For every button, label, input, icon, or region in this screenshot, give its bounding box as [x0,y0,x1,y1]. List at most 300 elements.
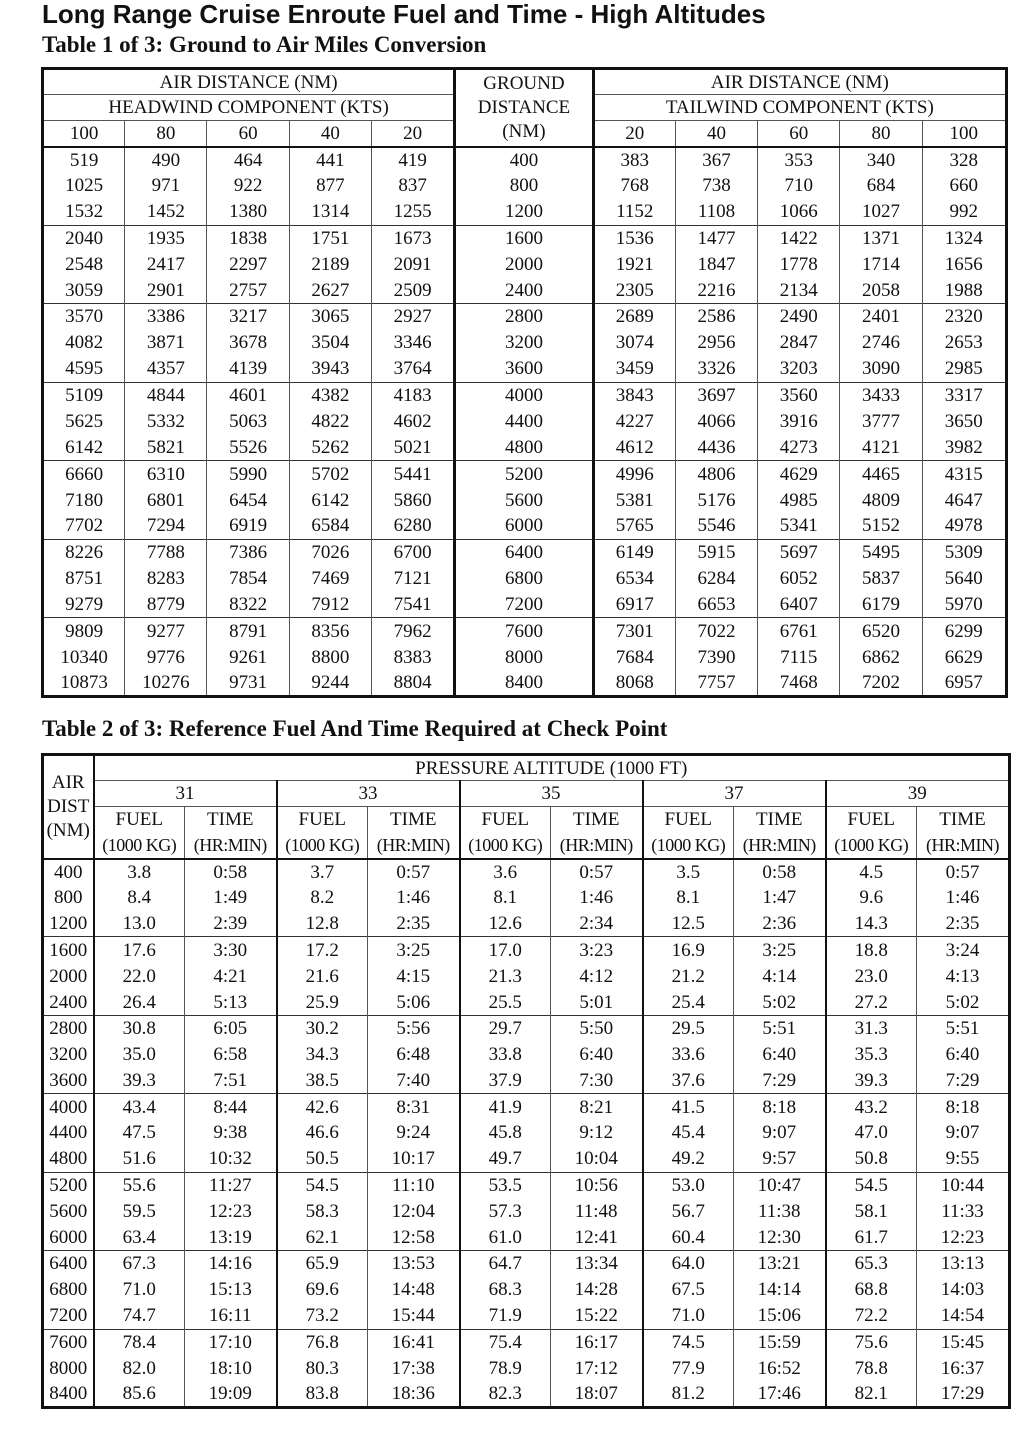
time-cell: 1:46 [579,887,614,909]
time-cell: 0:58 [213,861,248,883]
time-cell: 11:38 [757,1200,801,1222]
reference-fuel-time-table [41,753,1011,1409]
table-row [43,408,1007,434]
tailwind-air-distance-cell: 2401 [840,304,922,330]
ground-distance-cell: 4800 [455,435,593,461]
headwind-air-distance-cell: 5625 [43,408,125,434]
air-distance-cell: 4400 [43,1120,94,1146]
tailwind-air-distance-cell: 5765 [593,513,675,539]
time-cell: 0:57 [945,861,980,883]
fuel-cell: 49.7 [460,1146,551,1172]
fuel-cell: 69.6 [277,1277,368,1303]
time-cell: 5:01 [579,991,614,1013]
time-cell: 6:58 [213,1044,248,1066]
headwind-air-distance-cell: 8804 [371,670,454,696]
table2-title: Table 2 of 3: Reference Fuel And Time Required at Check Point [42,716,668,741]
tailwind-air-distance-cell: 1778 [758,251,840,277]
fuel-cell: 46.6 [277,1120,368,1146]
time-column-header: TIME [390,809,437,831]
tailwind-air-distance-cell: 7684 [593,644,675,670]
headwind-air-distance-cell: 7702 [43,513,125,539]
air-distance-cell: 1200 [43,911,94,937]
tailwind-air-distance-cell: 2847 [758,330,840,356]
tailwind-air-distance-cell: 6862 [840,644,922,670]
fuel-column-header: FUEL [277,807,368,833]
headwind-air-distance-cell: 5262 [289,435,371,461]
time-cell: 9:07 [945,1122,980,1144]
tailwind-air-distance-cell: 5341 [758,513,840,539]
fuel-cell: 35.3 [826,1041,917,1067]
time-cell: 8:18 [917,1094,1010,1120]
time-cell: 15:06 [757,1305,801,1327]
fuel-cell: 77.9 [643,1355,734,1381]
fuel-cell: 75.6 [826,1329,917,1355]
headwind-air-distance-cell: 441 [289,147,371,173]
tailwind-air-distance-cell: 1714 [840,251,922,277]
headwind-air-distance-cell: 7386 [207,539,289,565]
headwind-air-distance-cell: 5821 [125,435,207,461]
ground-distance-cell: 8000 [455,644,593,670]
ground-distance-cell: 5600 [455,487,593,513]
fuel-cell: 62.1 [277,1224,368,1250]
tailwind-air-distance-cell: 2058 [840,277,922,303]
table-row [43,937,1010,963]
tailwind-air-distance-cell: 768 [593,173,675,199]
time-cell: 8:44 [185,1094,277,1120]
tailwind-air-distance-cell: 1847 [675,251,757,277]
tailwind-speed-header: 100 [922,121,1006,147]
ground-distance-cell: 4000 [455,382,593,408]
time-cell: 4:15 [396,965,431,987]
tailwind-air-distance-cell: 7390 [675,644,757,670]
air-distance-cell: 7200 [43,1303,94,1329]
tailwind-air-distance-cell: 7757 [675,670,757,696]
fuel-cell: 42.6 [277,1094,368,1120]
fuel-unit-header: (1000 KG) [460,833,551,859]
air-distance-cell: 3600 [43,1068,94,1094]
ground-distance-cell: 3200 [455,330,593,356]
table-row [43,225,1007,251]
tailwind-air-distance-cell: 353 [758,147,840,173]
tailwind-air-distance-cell: 3843 [593,382,675,408]
headwind-air-distance-cell: 4382 [289,382,371,408]
headwind-air-distance-cell: 3871 [125,330,207,356]
tailwind-air-distance-cell: 5495 [840,539,922,565]
headwind-air-distance-cell: 4139 [207,356,289,382]
headwind-air-distance-cell: 1751 [289,225,371,251]
tailwind-air-distance-cell: 4066 [675,408,757,434]
headwind-air-distance-cell: 3504 [289,330,371,356]
ground-distance-cell: 2400 [455,277,593,303]
time-cell: 1:49 [213,887,248,909]
ground-distance-cell: 1200 [455,199,593,225]
headwind-speed-header: 60 [207,121,289,147]
headwind-speed-header: 20 [371,121,454,147]
fuel-cell: 39.3 [826,1068,917,1094]
tailwind-air-distance-cell: 1371 [840,225,922,251]
time-column-header: TIME [939,809,986,831]
tailwind-air-distance-cell: 5176 [675,487,757,513]
fuel-column-header: FUEL [460,807,551,833]
time-cell: 12:30 [757,1226,801,1248]
headwind-air-distance-cell: 922 [207,173,289,199]
time-cell: 12:58 [391,1226,435,1248]
time-cell: 7:30 [579,1069,614,1091]
tailwind-air-distance-cell: 2320 [922,304,1006,330]
fuel-cell: 38.5 [277,1068,368,1094]
headwind-air-distance-cell: 6454 [207,487,289,513]
time-cell: 5:02 [762,991,797,1013]
fuel-cell: 17.2 [277,937,368,963]
time-cell: 0:57 [396,861,431,883]
time-cell: 12:23 [208,1200,252,1222]
air-distance-cell: 2000 [43,963,94,989]
fuel-cell: 72.2 [826,1303,917,1329]
time-cell: 19:09 [208,1383,252,1405]
headwind-air-distance-cell: 8356 [289,618,371,644]
table-row [43,1120,1010,1146]
fuel-cell: 41.9 [460,1094,551,1120]
fuel-cell: 25.5 [460,989,551,1015]
time-cell: 11:48 [574,1200,618,1222]
time-cell: 6:40 [945,1044,980,1066]
fuel-cell: 65.3 [826,1251,917,1277]
headwind-air-distance-cell: 6919 [207,513,289,539]
air-distance-cell: 4000 [43,1094,94,1120]
time-cell: 12:41 [574,1226,618,1248]
time-cell: 9:12 [579,1122,614,1144]
table-row [43,566,1007,592]
fuel-cell: 3.8 [94,859,185,885]
tailwind-air-distance-cell: 2985 [944,358,983,380]
headwind-air-distance-cell: 9277 [125,618,207,644]
ground-distance-cell: 4400 [455,408,593,434]
headwind-air-distance-cell: 3570 [43,304,125,330]
headwind-air-distance-cell: 6801 [125,487,207,513]
table-row [43,277,1007,303]
time-cell: 5:51 [734,1015,826,1041]
tailwind-air-distance-header: AIR DISTANCE (NM) [593,69,1006,95]
time-cell: 14:28 [574,1279,618,1301]
fuel-cell: 25.9 [277,989,368,1015]
time-cell: 0:58 [762,861,797,883]
air-distance-cell: 3200 [43,1041,94,1067]
time-cell: 4:21 [213,965,248,987]
tailwind-air-distance-cell: 328 [949,149,979,171]
fuel-cell: 85.6 [94,1381,185,1407]
table-row [43,1015,1010,1041]
fuel-cell: 81.2 [643,1381,734,1407]
time-cell: 18:10 [208,1357,252,1379]
tailwind-air-distance-cell: 6761 [758,618,840,644]
headwind-air-distance-cell: 519 [43,147,125,173]
time-cell: 7:40 [396,1069,431,1091]
fuel-cell: 31.3 [826,1015,917,1041]
fuel-cell: 82.3 [460,1381,551,1407]
time-cell: 15:59 [734,1329,826,1355]
altitude-header: 31 [94,781,277,807]
table2-body [43,859,1010,1408]
headwind-air-distance-cell: 1935 [125,225,207,251]
time-cell: 6:05 [185,1015,277,1041]
fuel-cell: 58.3 [277,1198,368,1224]
headwind-air-distance-cell: 6142 [289,487,371,513]
fuel-cell: 45.4 [643,1120,734,1146]
headwind-air-distance-cell: 7788 [125,539,207,565]
fuel-cell: 9.6 [826,885,917,911]
fuel-cell: 45.8 [460,1120,551,1146]
time-cell: 5:06 [396,991,431,1013]
altitude-header: 37 [643,781,826,807]
tailwind-air-distance-cell: 2134 [758,277,840,303]
headwind-air-distance-cell: 3217 [207,304,289,330]
tailwind-air-distance-cell: 2305 [593,277,675,303]
headwind-air-distance-cell: 7294 [125,513,207,539]
tailwind-air-distance-cell: 1536 [593,225,675,251]
air-dist-line1: AIR [51,771,85,793]
time-cell: 17:29 [940,1383,985,1405]
tailwind-air-distance-cell: 2653 [944,332,983,354]
table-row [43,1172,1010,1198]
table-row [43,304,1007,330]
table-row [43,911,1010,937]
tailwind-air-distance-cell: 1324 [922,225,1006,251]
headwind-air-distance-cell: 1838 [207,225,289,251]
headwind-air-distance-cell: 1255 [371,199,454,225]
headwind-air-distance-cell: 4602 [371,408,454,434]
headwind-air-distance-cell: 7541 [371,592,454,618]
table-row [43,1068,1010,1094]
fuel-column-header: FUEL [826,807,917,833]
table-row [43,1224,1010,1250]
headwind-air-distance-cell: 10276 [125,670,207,696]
time-cell: 4:13 [945,965,980,987]
fuel-cell: 37.6 [643,1068,734,1094]
fuel-cell: 17.6 [94,937,185,963]
tailwind-air-distance-cell: 6629 [944,646,983,668]
headwind-air-distance-cell: 2757 [207,277,289,303]
headwind-air-distance-cell: 7026 [289,539,371,565]
headwind-air-distance-header: AIR DISTANCE (NM) [43,69,455,95]
time-cell: 4:14 [762,965,797,987]
fuel-cell: 57.3 [460,1198,551,1224]
air-distance-cell: 2800 [43,1015,94,1041]
fuel-cell: 49.2 [643,1146,734,1172]
headwind-air-distance-cell: 4595 [43,356,125,382]
time-cell: 6:48 [396,1044,431,1066]
table-row [43,435,1007,461]
time-cell: 11:27 [185,1172,277,1198]
fuel-cell: 54.5 [277,1172,368,1198]
tailwind-air-distance-cell: 1422 [758,225,840,251]
headwind-air-distance-cell: 4183 [371,382,454,408]
time-cell: 11:33 [941,1200,984,1222]
time-unit-header: (HR:MIN) [917,833,1010,859]
table-row [43,199,1007,225]
time-cell: 3:25 [368,937,460,963]
time-column-header: TIME [756,809,803,831]
headwind-air-distance-cell: 3386 [125,304,207,330]
time-cell: 3:23 [551,937,643,963]
tailwind-air-distance-cell: 992 [949,201,979,223]
headwind-air-distance-cell: 8800 [289,644,371,670]
fuel-cell: 8.2 [277,885,368,911]
headwind-air-distance-cell: 6584 [289,513,371,539]
fuel-cell: 35.0 [94,1041,185,1067]
time-cell: 1:46 [945,887,980,909]
air-distance-cell: 7600 [43,1329,94,1355]
table-row [43,513,1007,539]
tailwind-air-distance-cell: 5837 [840,566,922,592]
table-row [43,173,1007,199]
ground-distance-cell: 7600 [455,618,593,644]
table-row [43,670,1007,696]
table-row [43,487,1007,513]
headwind-air-distance-cell: 6280 [371,513,454,539]
fuel-cell: 41.5 [643,1094,734,1120]
tailwind-air-distance-cell: 4629 [758,461,840,487]
fuel-cell: 29.5 [643,1015,734,1041]
time-cell: 13:21 [734,1251,826,1277]
fuel-cell: 29.7 [460,1015,551,1041]
tailwind-air-distance-cell: 6917 [593,592,675,618]
altitude-header: 39 [826,781,1010,807]
headwind-air-distance-cell: 3943 [289,356,371,382]
air-distance-cell: 6800 [43,1277,94,1303]
fuel-cell: 33.8 [460,1041,551,1067]
fuel-cell: 4.5 [826,859,917,885]
tailwind-air-distance-cell: 6179 [840,592,922,618]
tailwind-air-distance-cell: 4806 [675,461,757,487]
time-cell: 10:56 [551,1172,643,1198]
headwind-air-distance-cell: 7912 [289,592,371,618]
time-cell: 13:19 [208,1226,252,1248]
air-distance-cell: 6000 [43,1224,94,1250]
table-row [43,989,1010,1015]
table-row [43,1277,1010,1303]
table-row [43,251,1007,277]
fuel-cell: 17.0 [460,937,551,963]
tailwind-air-distance-cell: 3433 [840,382,922,408]
tailwind-air-distance-cell: 3650 [944,410,983,432]
time-cell: 17:10 [185,1329,277,1355]
fuel-unit-header: (1000 KG) [826,833,917,859]
air-dist-line3: (NM) [46,819,90,841]
tailwind-air-distance-cell: 5381 [593,487,675,513]
tailwind-air-distance-cell: 1921 [593,251,675,277]
table-row [43,1198,1010,1224]
time-cell: 14:14 [757,1279,801,1301]
fuel-cell: 34.3 [277,1041,368,1067]
ground-distance-cell: 800 [455,173,593,199]
time-unit-header: (HR:MIN) [185,833,277,859]
time-cell: 13:34 [551,1251,643,1277]
headwind-air-distance-cell: 4357 [125,356,207,382]
headwind-speed-header: 100 [43,121,125,147]
headwind-air-distance-cell: 4844 [125,382,207,408]
headwind-air-distance-cell: 5990 [207,461,289,487]
table-row [43,461,1007,487]
fuel-cell: 3.6 [460,859,551,885]
fuel-cell: 26.4 [94,989,185,1015]
fuel-cell: 64.7 [460,1251,551,1277]
headwind-air-distance-cell: 6142 [43,435,125,461]
air-distance-cell: 800 [43,885,94,911]
table-row [43,147,1007,173]
table-row [43,1381,1010,1407]
headwind-air-distance-cell: 2189 [289,251,371,277]
air-distance-cell: 2400 [43,989,94,1015]
time-cell: 9:55 [945,1148,980,1170]
fuel-cell: 74.7 [94,1303,185,1329]
tailwind-air-distance-cell: 3982 [944,436,983,458]
time-cell: 2:36 [762,913,797,935]
headwind-air-distance-cell: 1532 [43,199,125,225]
fuel-cell: 54.5 [826,1172,917,1198]
fuel-cell: 12.5 [643,911,734,937]
tailwind-air-distance-cell: 5915 [675,539,757,565]
fuel-cell: 12.8 [277,911,368,937]
fuel-cell: 68.8 [826,1277,917,1303]
tailwind-air-distance-cell: 4436 [675,435,757,461]
tailwind-air-distance-cell: 4465 [840,461,922,487]
fuel-cell: 53.5 [460,1172,551,1198]
fuel-cell: 83.8 [277,1381,368,1407]
headwind-air-distance-cell: 9809 [43,618,125,644]
tailwind-air-distance-cell: 2956 [675,330,757,356]
headwind-air-distance-cell: 1314 [289,199,371,225]
fuel-cell: 74.5 [643,1329,734,1355]
ground-distance-cell: 2800 [455,304,593,330]
fuel-cell: 23.0 [826,963,917,989]
air-distance-cell: 6400 [43,1251,94,1277]
tailwind-air-distance-cell: 5546 [675,513,757,539]
tailwind-air-distance-cell: 1066 [758,199,840,225]
tailwind-air-distance-cell: 2689 [593,304,675,330]
time-column-header: TIME [573,809,620,831]
headwind-speed-header: 80 [125,121,207,147]
tailwind-air-distance-cell: 1152 [593,199,675,225]
tailwind-air-distance-cell: 5970 [944,594,983,616]
altitude-header: 35 [460,781,643,807]
headwind-air-distance-cell: 971 [125,173,207,199]
time-cell: 17:12 [574,1357,618,1379]
tailwind-air-distance-cell: 3074 [593,330,675,356]
fuel-cell: 8.1 [643,885,734,911]
headwind-air-distance-cell: 7962 [371,618,454,644]
table-row [43,618,1007,644]
fuel-cell: 61.7 [826,1224,917,1250]
fuel-cell: 13.0 [94,911,185,937]
headwind-air-distance-cell: 8283 [125,566,207,592]
table-row [43,330,1007,356]
ground-distance-cell: 2000 [455,251,593,277]
ground-distance-header [455,69,593,147]
tailwind-air-distance-cell: 5640 [944,568,983,590]
fuel-cell: 53.0 [643,1172,734,1198]
tailwind-air-distance-cell: 1108 [675,199,757,225]
table-row [43,644,1007,670]
headwind-air-distance-cell: 6700 [371,539,454,565]
tailwind-air-distance-cell: 4809 [840,487,922,513]
tailwind-air-distance-cell: 738 [675,173,757,199]
table-row [43,1303,1010,1329]
time-cell: 12:23 [940,1226,985,1248]
headwind-air-distance-cell: 8779 [125,592,207,618]
air-distance-cell: 5600 [43,1198,94,1224]
tailwind-air-distance-cell: 5152 [840,513,922,539]
fuel-cell: 21.6 [277,963,368,989]
